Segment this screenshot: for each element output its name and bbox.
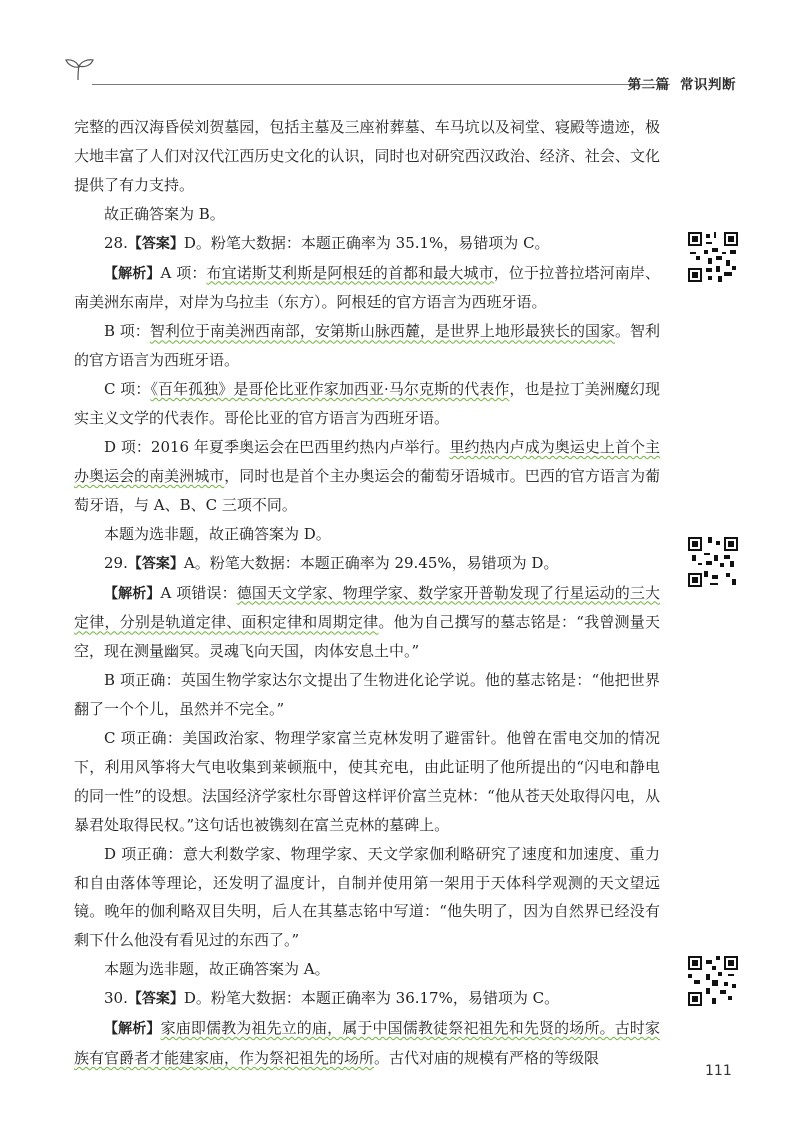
sprout-icon [62, 56, 96, 82]
paragraph: 故正确答案为 B。 [104, 204, 225, 223]
analysis-29-a: 【解析】A 项错误：德国天文学家、物理学家、数学家开普勒发现了行星运动的三大定律，分别是轨道定律、面积定律和周期定律。他为自己撰写的墓志铭是：“我曾测量天空，现在测量幽冥。灵魂飞向天国，肉体安息土中。” [74, 583, 661, 661]
qr-code-icon[interactable] [688, 537, 738, 587]
answer-label: 【答案】 [127, 235, 184, 252]
header-chapter: 常识判断 [680, 77, 736, 93]
page-header [0, 0, 800, 100]
analysis-28-c: C 项：《百年孤独》是哥伦比亚作家加西亚·马尔克斯的代表作，也是拉丁美洲魔幻现实主义文学的代表作。哥伦比亚的官方语言为西班牙语。 [74, 380, 660, 428]
analysis-29-b: B 项正确：英国生物学家达尔文提出了生物进化论学说。他的墓志铭是：“他把世界翻了一个个儿，虽然并不完全。” [74, 671, 660, 719]
page-number: 111 [705, 1063, 732, 1079]
analysis-29-d: D 项正确：意大利数学家、物理学家、天文学家伽利略研究了速度和加速度、重力和自由落体等理论，还发明了温度计，自制并使用第一架用于天体科学观测的天文望远镜。晚年的伽利略双目失明，后人在其墓志铭中写道：“他失明了，因为自然界已经没有剩下什么他没有看见过的东西了。” [74, 844, 660, 950]
page-body [74, 113, 660, 1073]
analysis-28-d: D 项：2016 年夏季奥运会在巴西里约热内卢举行。里约热内卢成为奥运史上首个主办奥运会的南美洲城市，同时也是首个主办奥运会的葡萄牙语城市。巴西的官方语言为葡萄牙语，与 A、B、C 三项不同。 [74, 437, 660, 514]
answer-30: 30.【答案】D。粉笔大数据：本题正确率为 36.17%，易错项为 C。 [104, 989, 560, 1008]
answer-29: 29.【答案】A。粉笔大数据：本题正确率为 29.45%，易错项为 D。 [104, 553, 559, 572]
answer-28: 28.【答案】D。粉笔大数据：本题正确率为 35.1%，易错项为 C。 [104, 233, 550, 252]
conclusion-29: 本题为选非题，故正确答案为 A。 [104, 960, 330, 979]
qr-code-icon[interactable] [688, 956, 738, 1006]
header-section: 第二篇 [627, 77, 670, 93]
analysis-label: 【解析】 [104, 585, 161, 602]
answer-label: 【答案】 [127, 555, 184, 572]
analysis-28-a: 【解析】A 项：布宜诺斯艾利斯是阿根廷的首都和最大城市，位于拉普拉塔河南岸、南美洲东南岸，对岸为乌拉圭（东方）。阿根廷的官方语言为西班牙语。 [74, 263, 660, 312]
qr-code-icon[interactable] [688, 232, 738, 282]
header-title [628, 73, 736, 93]
analysis-label: 【解析】 [104, 265, 161, 282]
analysis-label: 【解析】 [104, 1021, 161, 1038]
conclusion-28: 本题为选非题，故正确答案为 D。 [104, 524, 331, 543]
header-rule [92, 84, 670, 85]
answer-label: 【答案】 [127, 991, 184, 1008]
analysis-30: 【解析】家庙即儒教为祖先立的庙，属于中国儒教徒祭祀祖先和先贤的场所。古时家族有官爵者才能建家庙，作为祭祀祖先的场所。古代对庙的规模有严格的等级限 [74, 1019, 660, 1067]
paragraph: 完整的西汉海昏侯刘贺墓园，包括主墓及三座祔葬墓、车马坑以及祠堂、寝殿等遗迹，极大地丰富了人们对汉代江西历史文化的认识，同时也对研究西汉政治、经济、社会、文化提供了有力支持。 [74, 118, 660, 194]
analysis-28-b: B 项：智利位于南美洲西南部，安第斯山脉西麓，是世界上地形最狭长的国家。智利的官方语言为西班牙语。 [74, 322, 660, 370]
analysis-29-c: C 项正确：美国政治家、物理学家富兰克林发明了避雷针。他曾在雷电交加的情况下，利用风筝将大气电收集到莱顿瓶中，使其充电，由此证明了他所提出的“闪电和静电的同一性”的设想。法国经济学家杜尔哥曾这样评价富兰克林：“他从苍天处取得闪电，从暴君处取得民权。”这句话也被镌刻在富兰克林的墓碑上。 [74, 729, 660, 834]
